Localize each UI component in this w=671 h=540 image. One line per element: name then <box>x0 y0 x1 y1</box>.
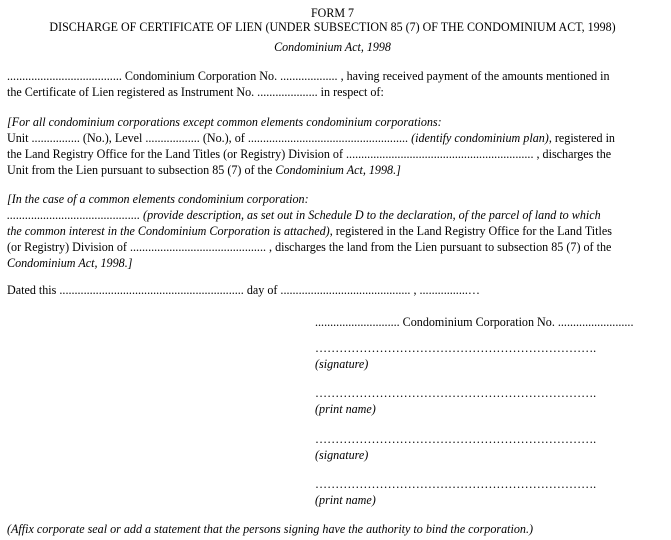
print-name-label-1: (print name) <box>315 402 376 416</box>
signature-rule-1: ……………………………………………………………. <box>315 341 597 355</box>
block-b-heading: [In the case of a common elements condominium corporation: <box>7 192 309 206</box>
print-name-rule-1: ……………………………………………………………. <box>315 386 597 400</box>
block-a-line-1-b: (identify condominium plan) <box>411 131 549 145</box>
block-a-line-1-c: , registered in <box>548 131 615 145</box>
block-b-line-2 <box>7 224 612 239</box>
block-a-line-3-b: Condominium Act, 1998.] <box>275 163 401 177</box>
block-b-line-1: ............................................ (provide description, as set out in Schedule D to the declaration, of the parcel of land to which <box>7 208 601 222</box>
block-a-line-1-a: Unit ................ (No.), Level .................. (No.), of ..................................................... <box>7 131 412 145</box>
print-name-rule-2: ……………………………………………………………. <box>315 477 597 491</box>
block-b-line-4: Condominium Act, 1998.] <box>7 256 133 270</box>
corporation-line: ............................ Condominium Corporation No. ......................... <box>315 315 634 329</box>
block-a-heading: [For all condominium corporations except common elements condominium corporations: <box>7 115 442 129</box>
print-name-label-2: (print name) <box>315 493 376 507</box>
intro-line-1: ...................................... Condominium Corporation No. ................... , having received payment of the amounts mentioned in <box>7 69 610 83</box>
form-title: DISCHARGE OF CERTIFICATE OF LIEN (UNDER SUBSECTION 85 (7) OF THE CONDOMINIUM ACT, 1998) <box>49 20 616 34</box>
block-a-line-1 <box>7 131 615 146</box>
act-name: Condominium Act, 1998 <box>274 40 391 54</box>
block-a-line-3 <box>7 163 401 178</box>
signature-label-2: (signature) <box>315 448 369 462</box>
block-b-line-2-a: the common interest in the Condominium Corporation is attached) <box>7 224 330 238</box>
block-a-line-2: the Land Registry Office for the Land Titles (or Registry) Division of .............................................................. , discharges the <box>7 147 612 161</box>
dated-line: Dated this ............................................................. day of ........................................... , ................… <box>7 283 480 297</box>
intro-line-2: the Certificate of Lien registered as Instrument No. .................... in respect of: <box>7 85 384 99</box>
signature-rule-2: ……………………………………………………………. <box>315 432 597 446</box>
form-number: FORM 7 <box>311 6 354 20</box>
block-b-line-3: (or Registry) Division of ............................................. , discharges the land from the Lien pursuant to subsection 85 (7) of the <box>7 240 612 254</box>
signature-label-1: (signature) <box>315 357 369 371</box>
block-a-line-3-a: Unit from the Lien pursuant to subsection 85 (7) of the <box>7 163 276 177</box>
block-b-line-2-b: , registered in the Land Registry Office for the Land Titles <box>329 224 612 238</box>
footer-note: (Affix corporate seal or add a statement that the persons signing have the authority to bind the corporation.) <box>7 522 534 536</box>
